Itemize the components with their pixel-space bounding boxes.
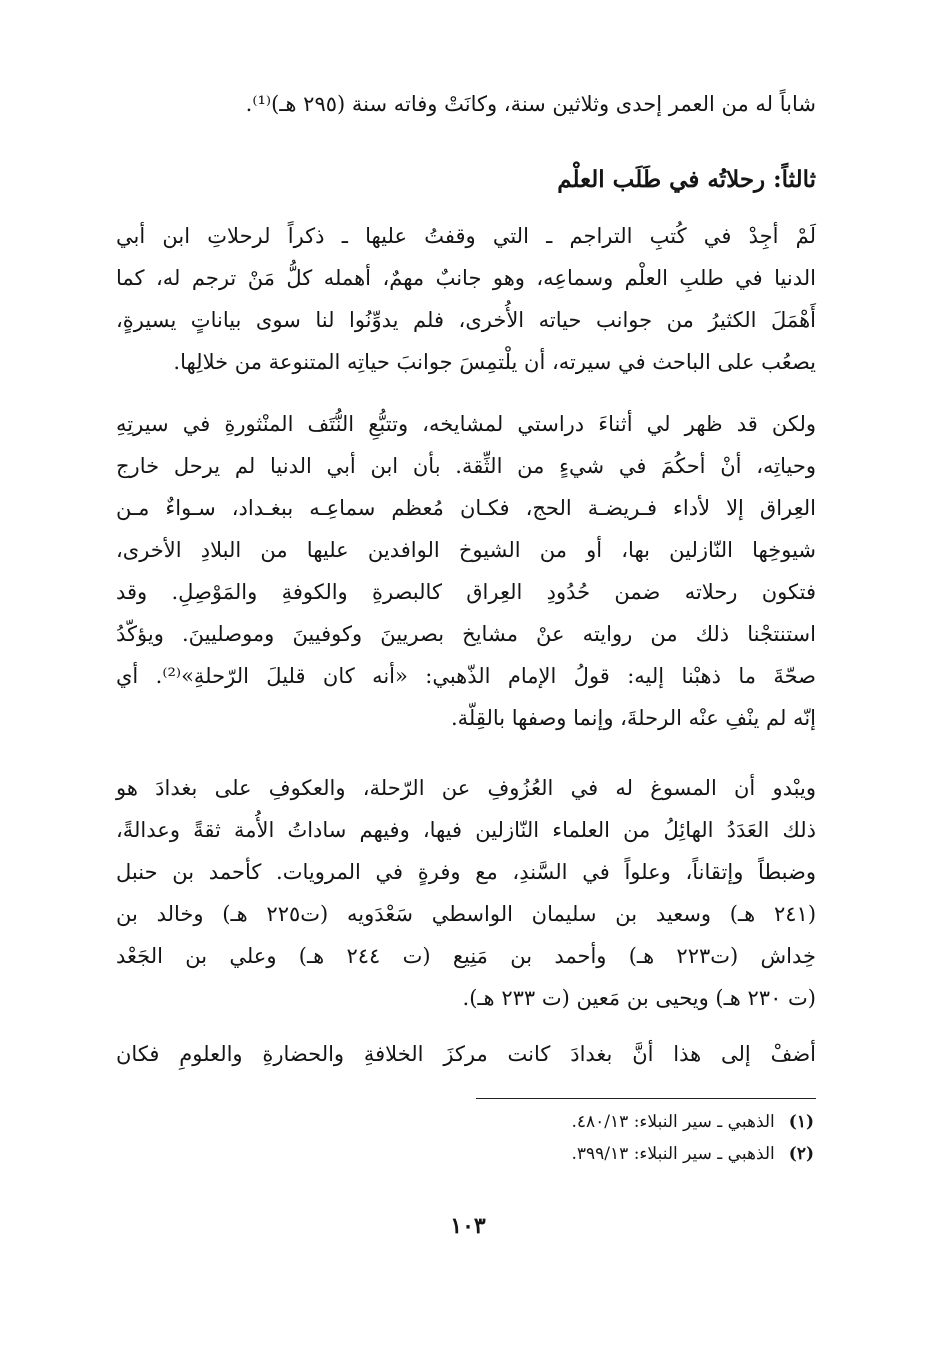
text-line-20: (ت ٢٣٠ هـ) ويحيى بن مَعين (ت ٢٣٣ هـ). bbox=[462, 986, 816, 1010]
text-line-17: وضبطاً وإتقاناً، وعلواً في السَّندِ، مع وفرةٍ في المرويات. كأحمد بن حنبل bbox=[116, 860, 816, 884]
page-number: ١٠٣ bbox=[450, 1213, 486, 1239]
footnote-number: (١) bbox=[788, 1112, 814, 1132]
text-line-12: استنتجْنا ذلك من روايته عنْ مشايخ بصريينَ وكوفيينَ وموصليينَ. ويؤكّدُ bbox=[116, 622, 816, 646]
footnote-separator bbox=[476, 1098, 816, 1099]
text-line-16: ذلك العَدَدُ الهائِلُ من العلماء النّازلين فيها، وفيهم ساداتُ الأُمة ثقةً وعدالةً، bbox=[116, 818, 816, 842]
text-line-5: أَهْمَلَ الكثيرُ من جوانب حياته الأُخرى، فلم يدوِّنُوا لنا سوى بياناتٍ يسيرةٍ، bbox=[116, 308, 816, 332]
footnote-number: (٢) bbox=[788, 1144, 814, 1164]
text-line-7: ولكن قد ظهر لي أثناءَ دراستي لمشايخه، وتتبُّعِ النُّتَف المنْثورةِ في سيرتِهِ bbox=[116, 412, 816, 436]
text-line-19: خِداش (ت٢٢٣ هـ) وأحمد بن مَنِيع (ت ٢٤٤ هـ) وعلي بن الجَعْد bbox=[116, 944, 816, 968]
text-line-14: إنّه لم ينْفِ عنْه الرحلةَ، وإنما وصفها بالقِلّة. bbox=[450, 706, 816, 730]
text-line-1: شاباً له من العمر إحدى وثلاثين سنة، وكانَتْ وفاته سنة (٢٩٥ هـ)⁽¹⁾. bbox=[245, 92, 816, 116]
text-line-3: لَمْ أجِدْ في كُتبِ التراجم ـ التي وقفتُ عليها ـ ذكراً لرحلاتِ ابن أبي bbox=[116, 224, 816, 248]
footnote-text: الذهبي ـ سير النبلاء: ٤٨٠/١٣. bbox=[571, 1112, 775, 1132]
text-line-15: ويبْدو أن المسوغ له في العُزُوفِ عن الرّحلة، والعكوفِ على بغدادَ هو bbox=[116, 776, 816, 800]
text-line-10: شيوخِها النّازلين بها، أو من الشيوخ الوافدين عليها من البلادِ الأخرى، bbox=[116, 538, 816, 562]
text-line-6: يصعُب على الباحث في سيرته، أن يلْتمِسَ جوانبَ حياتِه المتنوعة من خلالِها. bbox=[173, 350, 816, 374]
footnote-text: الذهبي ـ سير النبلاء: ٣٩٩/١٣. bbox=[571, 1144, 775, 1164]
text-line-9: العِراق إلا لأداء فـريضـة الحج، فكـان مُعظم سماعِـه ببغـداد، سـواءٌ مـن bbox=[116, 496, 816, 520]
section-heading: ثالثاً: رحلاتُه في طَلَب العلْم bbox=[557, 166, 816, 193]
text-line-21: أضفْ إلى هذا أنَّ بغدادَ كانت مركزَ الخلافةِ والحضارةِ والعلومِ فكان bbox=[116, 1042, 816, 1066]
text-line-11: فتكون رحلاته ضمن حُدُودِ العِراق كالبصرةِ والكوفةِ والمَوْصِلِ. وقد bbox=[116, 580, 816, 604]
footnote-1 bbox=[572, 1108, 815, 1136]
text-line-4: الدنيا في طلبِ العلْم وسماعِه، وهو جانبٌ مهمٌ، أهمله كلُّ مَنْ ترجم له، كما bbox=[116, 266, 816, 290]
text-line-13: صحّةَ ما ذهبْنا إليه: قولُ الإمام الذّهبي: «أنه كان قليلَ الرّحلةِ»⁽²⁾. أي bbox=[116, 664, 817, 688]
text-line-8: وحياتِه، أنْ أحكُمَ في شيءٍ من الثِّقة. بأن ابن أبي الدنيا لم يرحل خارج bbox=[116, 454, 816, 478]
text-line-18: (٢٤١ هـ) وسعيد بن سليمان الواسطي سَعْدَويه (ت٢٢٥ هـ) وخالد بن bbox=[116, 902, 817, 926]
footnote-2 bbox=[572, 1140, 815, 1168]
